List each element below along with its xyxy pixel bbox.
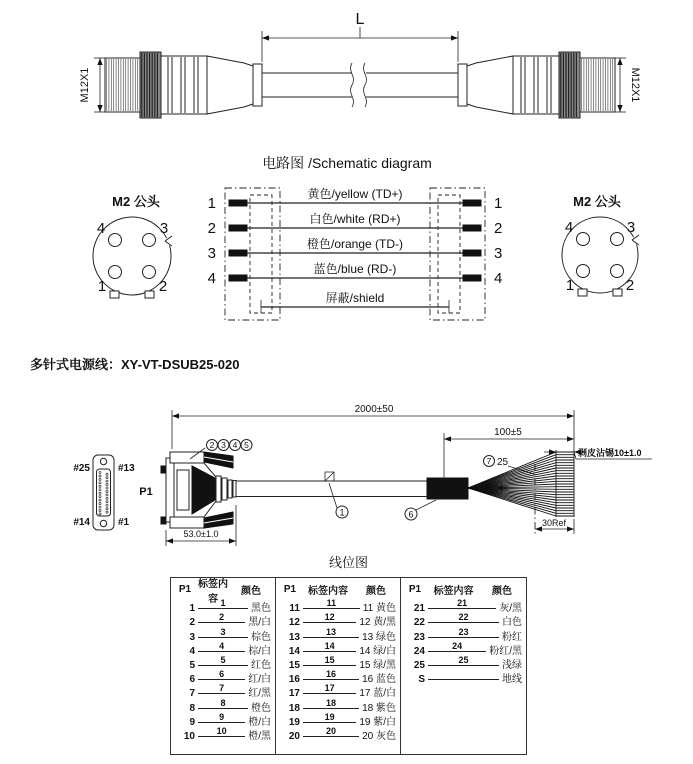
right-pin-1: 1: [494, 195, 503, 212]
wire-table-group: [171, 578, 276, 754]
pin-label-14: #14: [73, 517, 90, 528]
color-cell: 黑色: [251, 603, 271, 615]
face-pin-4: 4: [96, 220, 106, 237]
pin-cell: 4: [189, 645, 195, 657]
left-m2-face: [93, 194, 174, 298]
table-row: [280, 654, 396, 671]
face-pin-2: 2: [158, 278, 168, 295]
callout-4: 4: [232, 440, 238, 450]
color-cell: 15 绿/黑: [359, 659, 396, 671]
color-cell: 白色: [502, 617, 522, 629]
right-pin-2: 2: [494, 220, 503, 237]
label-cell: 20: [326, 725, 337, 736]
color-cell: 16 蓝色: [362, 674, 396, 686]
wiring: [208, 187, 503, 320]
wire-table: [170, 577, 527, 755]
right-thread-size-label: M12X1: [629, 67, 641, 103]
pin-cell: S: [418, 674, 425, 686]
pin-cell: 21: [413, 603, 425, 615]
connector-length-dimension: 53.0±1.0: [183, 529, 219, 539]
pin-cell: 8: [189, 702, 195, 714]
callout-5: 5: [244, 440, 249, 450]
wire-fanout: [468, 450, 574, 517]
pin-label-1: #1: [118, 517, 130, 528]
schematic-diagram: [93, 155, 641, 320]
pin-cell: 5: [189, 659, 195, 671]
pin-cell: 10: [183, 730, 195, 742]
left-m12-connector: [79, 52, 262, 118]
fanout-dimension: 100±5: [494, 427, 522, 438]
wire-table-header: [405, 581, 522, 598]
wire-label-shield: 屏蔽/shield: [325, 291, 385, 305]
table-row: [280, 711, 396, 728]
right-m12-connector: [458, 52, 641, 118]
table-row: [280, 640, 396, 657]
color-cell: 橙色: [251, 702, 271, 714]
label-cell: 23: [458, 626, 469, 637]
header-color: 颜色: [492, 586, 512, 597]
wire-label-yellow: 黄色/yellow (TD+): [307, 187, 403, 201]
color-cell: 浅绿: [502, 659, 522, 671]
header-pin: P1: [178, 584, 192, 595]
color-cell: 棕/白: [248, 645, 271, 657]
face-pin-1: 1: [565, 277, 575, 294]
color-cell: 20 灰色: [362, 730, 396, 742]
section-title: 多针式电源线：XY-VT-DSUB25-020: [30, 357, 240, 372]
pin-cell: 3: [189, 631, 195, 643]
label-cell: 18: [326, 697, 337, 708]
left-pin-3: 3: [207, 245, 216, 262]
table-row: [280, 614, 396, 628]
header-label: 标签内容: [433, 586, 474, 597]
header-label: 标签内容: [308, 586, 348, 597]
right-pin-3: 3: [494, 245, 503, 262]
color-cell: 棕色: [251, 631, 271, 643]
table-row: [280, 685, 396, 699]
label-cell: 11: [326, 598, 337, 609]
pin-label-25: #25: [73, 463, 90, 474]
dsub-cable-drawing: [73, 404, 652, 546]
schematic-title: 电路图 /Schematic diagram: [262, 155, 432, 171]
header-color: 颜色: [241, 586, 261, 597]
color-cell: 18 紫色: [362, 702, 396, 714]
pin-cell: 23: [413, 631, 425, 643]
table-row: [280, 628, 396, 642]
overall-dimension: 2000±50: [354, 404, 394, 415]
wire-line: [428, 654, 499, 671]
label-cell: 5: [220, 654, 226, 665]
cable-body: [262, 63, 458, 107]
color-cell: 红色: [251, 659, 271, 671]
table-row: [405, 654, 522, 671]
pin-cell: 25: [413, 659, 425, 671]
pin-label-13: #13: [118, 463, 135, 474]
label-cell: 4: [219, 640, 225, 651]
wire-line: [198, 725, 245, 742]
color-cell: 19 紫/白: [359, 716, 396, 728]
pin-cell: 18: [288, 702, 300, 714]
label-cell: 22: [458, 612, 469, 623]
label-cell: 12: [324, 612, 335, 623]
pin-cell: 17: [288, 688, 300, 700]
left-pin-2: 2: [207, 220, 216, 237]
label-cell: 21: [457, 598, 468, 609]
pin-cell: 2: [189, 617, 195, 629]
ref-dimension: 30Ref: [541, 518, 567, 528]
left-pin-4: 4: [207, 270, 216, 287]
wire-table-group: [276, 578, 401, 754]
table-row: [405, 628, 522, 642]
pin-cell: 15: [288, 659, 300, 671]
label-cell: 2: [219, 612, 225, 623]
knurl-ring: [561, 53, 577, 117]
right-connector-label: M2 公头: [573, 194, 621, 209]
wire-line: [428, 671, 499, 685]
wire-line: [428, 640, 486, 657]
wire-label-white: 白色/white (RD+): [309, 212, 401, 226]
table-row: [280, 725, 396, 742]
table-row: [175, 725, 271, 742]
label-cell: 14: [324, 640, 335, 651]
dsub-dimensions: [166, 404, 652, 546]
fanout-count-label: 25: [497, 457, 509, 468]
color-cell: 11 黄色: [362, 603, 396, 615]
color-cell: 橙/白: [248, 716, 271, 728]
label-cell: 15: [324, 654, 335, 665]
callout-heat-shrink: 6: [408, 509, 414, 520]
callout-fanout-prefix: 7: [486, 456, 492, 466]
color-cell: 灰/黑: [499, 603, 522, 615]
callout-cable-mark: 1: [339, 507, 345, 518]
label-cell: 6: [219, 669, 225, 680]
header-pin: P1: [283, 584, 297, 595]
wire-line: [428, 628, 499, 642]
table-row: [280, 600, 396, 614]
pin-cell: 1: [189, 603, 195, 615]
color-cell: 14 绿/白: [359, 645, 396, 657]
header-pin: P1: [408, 584, 422, 595]
face-pin-3: 3: [626, 219, 636, 236]
label-cell: 16: [326, 669, 337, 680]
label-cell: 17: [324, 683, 335, 694]
face-pin-2: 2: [625, 277, 635, 294]
callout-2: 2: [209, 440, 215, 450]
label-cell: 8: [220, 697, 226, 708]
wire-table-header: [175, 578, 271, 605]
pin-cell: 24: [413, 645, 425, 657]
color-cell: 粉红/黑: [489, 645, 522, 657]
wire-label-blue: 蓝色/blue (RD-): [313, 262, 397, 276]
label-cell: 10: [216, 725, 227, 736]
pin-cell: 12: [288, 617, 300, 629]
label-cell: 25: [458, 654, 469, 665]
face-pin-3: 3: [159, 220, 169, 237]
right-pin-4: 4: [494, 270, 503, 287]
color-cell: 17 蓝/白: [359, 688, 396, 700]
pin-cell: 11: [289, 603, 300, 615]
label-cell: 3: [220, 626, 226, 637]
dsub-face-view: [73, 455, 152, 530]
dsub-cable: [236, 472, 468, 520]
pin-cell: 19: [288, 716, 300, 728]
pin-cell: 6: [189, 674, 195, 686]
color-cell: 红/黑: [248, 688, 271, 700]
label-cell: 7: [219, 683, 225, 694]
label-cell: 13: [326, 626, 337, 637]
table-row: [405, 671, 522, 685]
callout-3: 3: [221, 440, 226, 450]
table-row: [280, 671, 396, 685]
color-cell: 13 绿色: [362, 631, 396, 643]
color-cell: 粉红: [502, 631, 522, 643]
label-cell: 1: [220, 598, 226, 609]
dsub-side-view: [161, 452, 236, 528]
color-cell: 12 黄/黑: [359, 617, 396, 629]
right-m2-face: [562, 194, 641, 296]
label-cell: 9: [219, 711, 225, 722]
face-pin-1: 1: [97, 278, 107, 295]
length-dimension-label: L: [355, 11, 365, 28]
left-thread-size-label: M12X1: [79, 67, 91, 103]
wire-line: [303, 725, 359, 742]
pin-cell: 22: [413, 617, 425, 629]
wire-label-orange: 橙色/orange (TD-): [306, 237, 404, 251]
header-color: 颜色: [366, 586, 386, 597]
wire-table-header: [280, 581, 396, 598]
knurl-ring: [142, 53, 158, 117]
header-label: 标签内容: [198, 578, 228, 605]
connector-name-label: P1: [139, 486, 153, 498]
pin-cell: 7: [189, 688, 195, 700]
label-cell: 24: [452, 640, 463, 651]
pin-cell: 13: [288, 631, 300, 643]
face-pin-4: 4: [564, 219, 574, 236]
left-connector-label: M2 公头: [112, 194, 160, 209]
label-cell: 19: [324, 711, 335, 722]
left-pin-1: 1: [207, 195, 216, 212]
pin-cell: 14: [288, 645, 300, 657]
cable-overview-drawing: [79, 11, 641, 118]
color-cell: 橙/黑: [248, 730, 271, 742]
wire-table-title: 线位图: [328, 555, 368, 570]
color-cell: 黑/白: [248, 617, 271, 629]
pin-cell: 20: [288, 730, 300, 742]
pin-cell: 16: [288, 674, 300, 686]
color-cell: 地线: [502, 674, 522, 686]
wire-table-group: [401, 578, 526, 754]
color-cell: 红/白: [248, 674, 271, 686]
pin-cell: 9: [189, 716, 195, 728]
strip-tin-note: 剥皮沾锡10±1.0: [578, 448, 642, 458]
table-row: [280, 699, 396, 713]
